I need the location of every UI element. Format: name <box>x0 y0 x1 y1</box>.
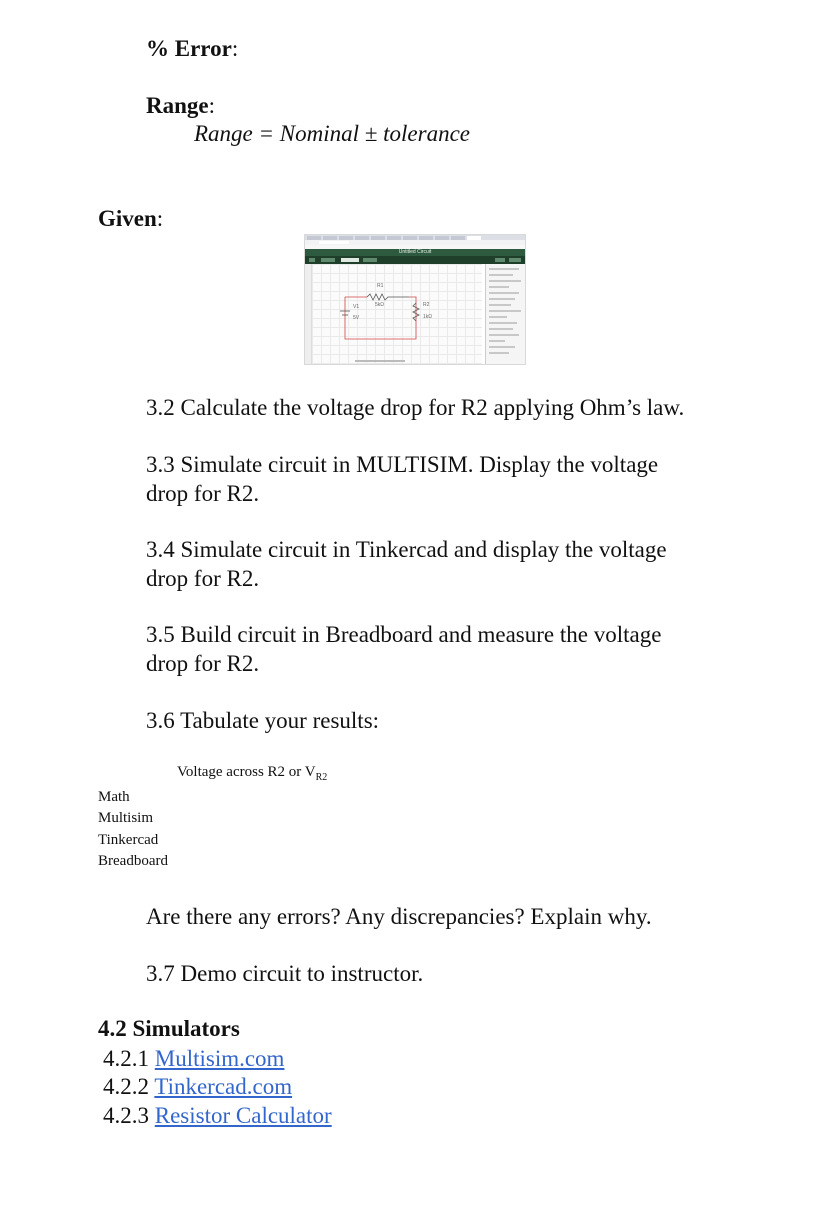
range-formula: Range = Nominal ± tolerance <box>194 121 470 146</box>
given-heading: Given: <box>98 206 164 231</box>
step-3-6: 3.6 Tabulate your results: <box>146 708 380 733</box>
results-table-header: Voltage across R2 or $V_{R2}$ <box>177 764 328 783</box>
r2-label: R2 <box>423 302 430 308</box>
error-heading: % Error: <box>146 36 239 61</box>
results-row-math: Math <box>98 789 130 805</box>
r1-label: R1 <box>377 283 384 289</box>
step-3-4: 3.4 Simulate circuit in Tinkercad and display the voltage drop for R2. <box>146 537 667 591</box>
step-3-5: 3.5 Build circuit in Breadboard and measure the voltage drop for R2. <box>146 622 662 676</box>
tinkercad-link[interactable]: Tinkercad.com <box>154 1074 293 1099</box>
errors-question: Are there any errors? Any discrepancies? Explain why. <box>146 904 652 929</box>
range-heading: Range: <box>146 93 216 118</box>
simulator-item-tinkercad: 4.2.2 Tinkercad.com <box>103 1074 293 1099</box>
results-row-breadboard: Breadboard <box>98 853 168 869</box>
results-row-tinkercad: Tinkercad <box>98 832 159 848</box>
simulator-item-multisim: 4.2.1 Multisim.com <box>103 1046 285 1071</box>
results-row-multisim: Multisim <box>98 810 154 826</box>
v1-value: 5V <box>353 315 360 321</box>
canvas-scrollbar <box>355 360 405 362</box>
resistor-calculator-link[interactable]: Resistor Calculator <box>154 1103 332 1128</box>
simulators-heading: 4.2 Simulators <box>98 1016 240 1041</box>
circuit-title: Untitled Circuit <box>398 249 432 255</box>
r1-value: 5kΩ <box>375 302 385 308</box>
simulator-item-resistor-calculator: 4.2.3 Resistor Calculator <box>103 1103 332 1128</box>
properties-panel <box>485 264 526 364</box>
r2-value: 1kΩ <box>423 314 433 320</box>
step-3-2: 3.2 Calculate the voltage drop for R2 applying Ohm’s law. <box>146 395 685 420</box>
circuit-screenshot <box>304 234 526 365</box>
multisim-link[interactable]: Multisim.com <box>154 1046 285 1071</box>
step-3-3: 3.3 Simulate circuit in MULTISIM. Display the voltage drop for R2. <box>146 452 659 506</box>
v1-label: V1 <box>353 304 360 310</box>
step-3-7: 3.7 Demo circuit to instructor. <box>146 961 424 986</box>
